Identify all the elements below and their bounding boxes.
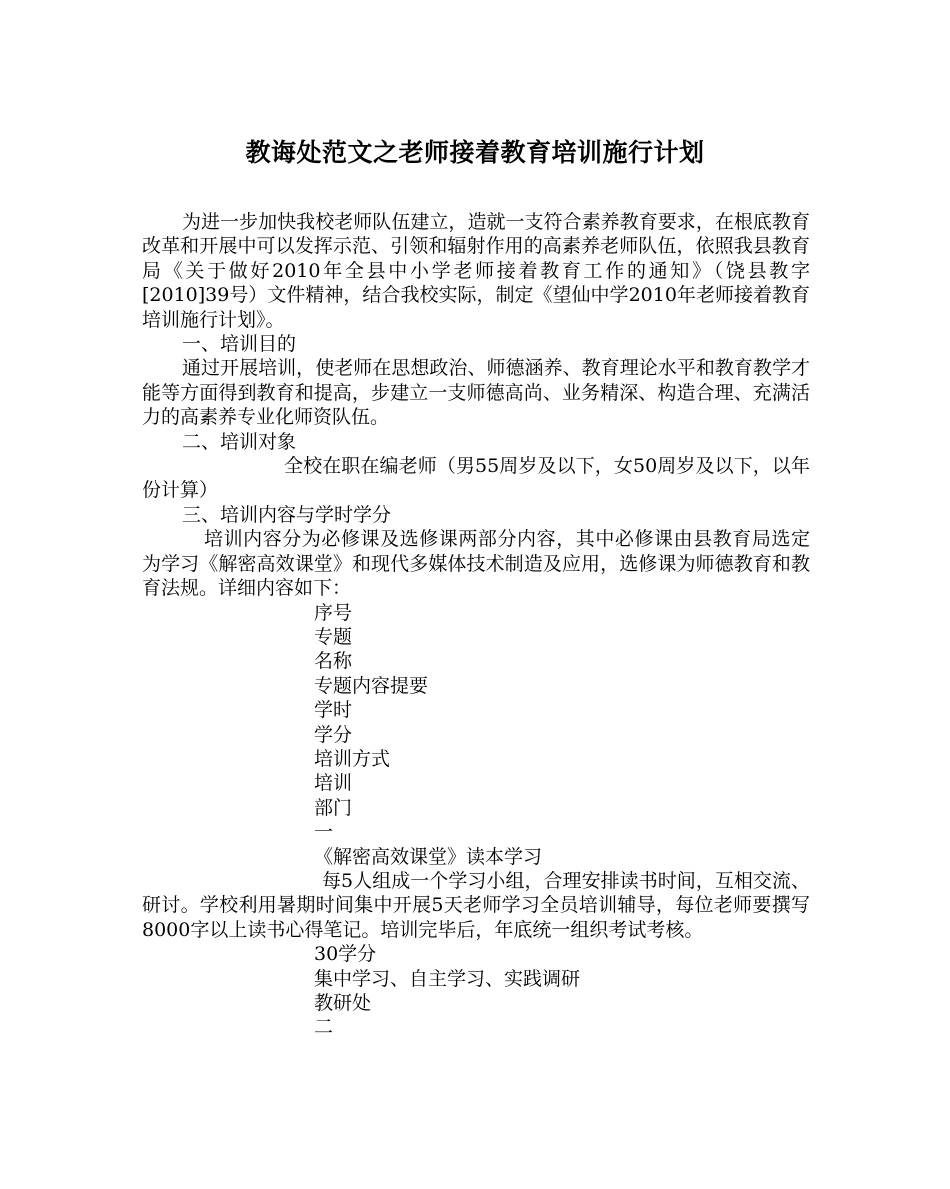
row2-number-cell: 二 [314,1016,334,1039]
document-body [142,210,810,1040]
row1-department-cell: 教研处 [314,992,372,1014]
section-heading-content: 三、培训内容与学时学分 [182,503,392,526]
header-cell-number: 序号 [314,601,353,624]
header-cell-summary: 专题内容提要 [314,674,429,697]
table-header-cells [142,601,810,869]
content-paragraph: 培训内容分为必修课及选修课两部分内容，其中必修课由县教育局选定为学习《解密高效课堂》和现代多媒体技术制造及应用，选修课为师德教育和教育法规。详细内容如下： [142,528,810,600]
objective-paragraph: 通过开展培训，使老师在思想政治、师德涵养、教育理论水平和教育教学才能等方面得到教育和提高，步建立一支师德高尚、业务精深、构造合理、充满活力的高素养专业化师资队伍。 [142,357,810,429]
row1-summary-cell: 每5人组成一个学习小组，合理安排读书时间，互相交流、研讨。学校利用暑期时间集中开展5天老师学习全员培训辅导，每位老师要撰写8000字以上读书心得笔记。培训完毕后，年底统一组织考试考核。 [142,869,810,941]
header-cell-name: 名称 [314,650,353,673]
header-cell-credits: 学分 [314,723,353,746]
section-heading-objective: 一、培训目的 [182,333,297,356]
document-title: 教诲处范文之老师接着教育培训施行计划 [245,138,705,167]
header-cell-training: 培训 [314,772,353,795]
row1-method-cell: 集中学习、自主学习、实践调研 [314,967,581,990]
row1-topic-cell: 《解密高效课堂》读本学习 [314,845,543,868]
row1-trailing-cells [142,942,810,1040]
audience-paragraph: 全校在职在编老师（男55周岁及以下，女50周岁及以下，以年份计算） [142,455,810,502]
intro-paragraph: 为进一步加快我校老师队伍建立，造就一支符合素养教育要求，在根底教育改革和开展中可以发挥示范、引领和辐射作用的高素养老师队伍，依照我县教育局《关于做好2010年全县中小学老师接着教育工作的通知》（饶县教字[2010]39号）文件精神，结合我校实际，制定《望仙中学2010年老师接着教育培训施行计划》。 [142,211,810,331]
row1-credits-cell: 30学分 [314,943,377,966]
header-cell-hours: 学时 [314,699,353,722]
header-cell-method: 培训方式 [314,747,391,770]
header-cell-department: 部门 [314,796,353,819]
section-heading-audience: 二、培训对象 [182,430,297,453]
row1-number-cell: 一 [314,821,334,844]
header-cell-topic: 专题 [314,625,353,648]
